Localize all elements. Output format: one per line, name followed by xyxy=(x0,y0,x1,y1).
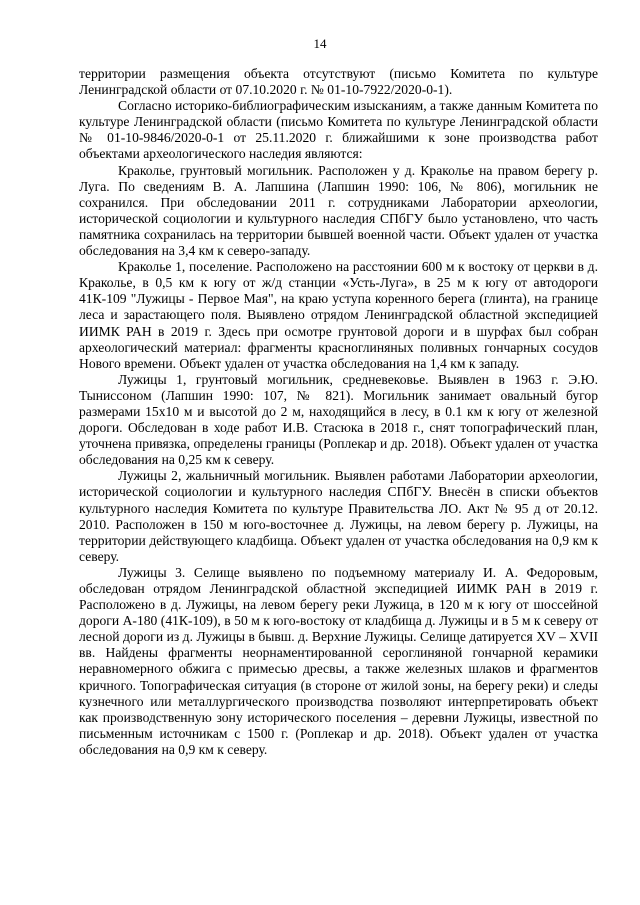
paragraph-continuation: территории размещения объекта отсутствуют (письмо Комитета по культуре Ленинградской области от 07.10.2020 г. № 01-10-7922/2020-0-1). xyxy=(79,66,598,98)
paragraph-luzhitsy-1-burial: Лужицы 1, грунтовый могильник, средневековье. Выявлен в 1963 г. Э.Ю. Тыниссоном (Лапшин 1990: 107, № 821). Могильник занимает овальный бугор размерами 15х10 м и высотой до 2 м, находящийся в лесу, в 0.1 км к югу от железной дороги. Обследован в ходе работ И.В. Стасюка в 2018 г., снят топографический план, уточнена привязка, определены границы (Роплекар и др. 2018). Объект удален от участка обследования на 0,25 км к северу. xyxy=(79,371,598,468)
paragraph-krakolye-1-settlement: Кракольe 1, поселение. Расположено на расстоянии 600 м к востоку от церкви в д. Кракольe, в 0,5 км к югу от ж/д станции «Усть-Луга», в 25 м к югу от автодороги 41К-109 "Лужицы - Первое Мая", на краю уступа коренного берега (глинта), на границе леса и зарастающего поля. Выявлено отрядом Ленинградской областной экспедицией ИИМК РАН в 2019 г. Здесь при осмотре грунтовой дороги и в шурфах был собран археологический материал: фрагменты красноглиняных поливных гончарных сосудов Нового времени. Объект удален от участка обследования на 1,4 км к западу. xyxy=(79,259,598,371)
paragraph-sources: Согласно историко-библиографическим изысканиям, а также данным Комитета по культуре Ленинградской области (письмо Комитета по культуре Ленинградской области № 01-10-9846/2020-0-1 от 25.11.2020 г. ближайшими к зоне производства работ объектами археологического наследия являются: xyxy=(79,98,598,162)
paragraph-luzhitsy-3-settlement: Лужицы 3. Селище выявлено по подъемному материалу И. А. Федоровым, обследован отрядом Ленинградской областной экспедицией ИИМК РАН в 2019 г. Расположено в д. Лужицы, на левом берегу реки Лужица, в 120 м к югу от шоссейной дороги А-180 (41К-109), в 50 м к юго-востоку от кладбища д. Лужицы и в 5 м к северу от лесной дороги из д. Лужицы в бывш. д. Верхние Лужицы. Селище датируется XV – XVII вв. Найдены фрагменты неорнаментированной сероглиняной гончарной керамики неравномерного обжига с примесью дресвы, а также железных шлаков и фрагментов кричного. Топографическая ситуация (в стороне от жилой зоны, на берегу реки) и следы кузнечного или металлургического производства позволяют интерпретировать объект как производственную зону исторического поселения – деревни Лужицы, известной по письменным источникам с 1500 г. (Роплекар и др. 2018). Объект удален от участка обследования на 0,9 км к северу. xyxy=(79,564,598,757)
page-number: 14 xyxy=(313,36,327,51)
paragraph-luzhitsy-2-burial: Лужицы 2, жальничный могильник. Выявлен работами Лаборатории археологии, исторической социологии и культурного наследия СПбГУ. Внесён в списки объектов культурного наследия Комитета по культуре Правительства ЛО. Акт № 95 д от 20.12. 2010. Расположен в 150 м юго-восточнее д. Лужицы, на левом берегу р. Лужицы, на территории действующего кладбища. Объект удален от участка обследования на 0,9 км к северу. xyxy=(79,468,598,564)
paragraph-krakolye-burial: Краколье, грунтовый могильник. Расположен у д. Кракольe на правом берегу р. Луга. По сведениям В. А. Лапшина (Лапшин 1990: 106, № 806), могильник не сохранился. При обследовании 2011 г. сотрудниками Лаборатории археологии, исторической социологии и культурного наследия СПбГУ было установлено, что часть памятника сохранилась на территории бывшей военной части. Объект удален от участка обследования на 3,4 км к северо-западу. xyxy=(79,162,598,259)
document-body xyxy=(79,66,598,758)
